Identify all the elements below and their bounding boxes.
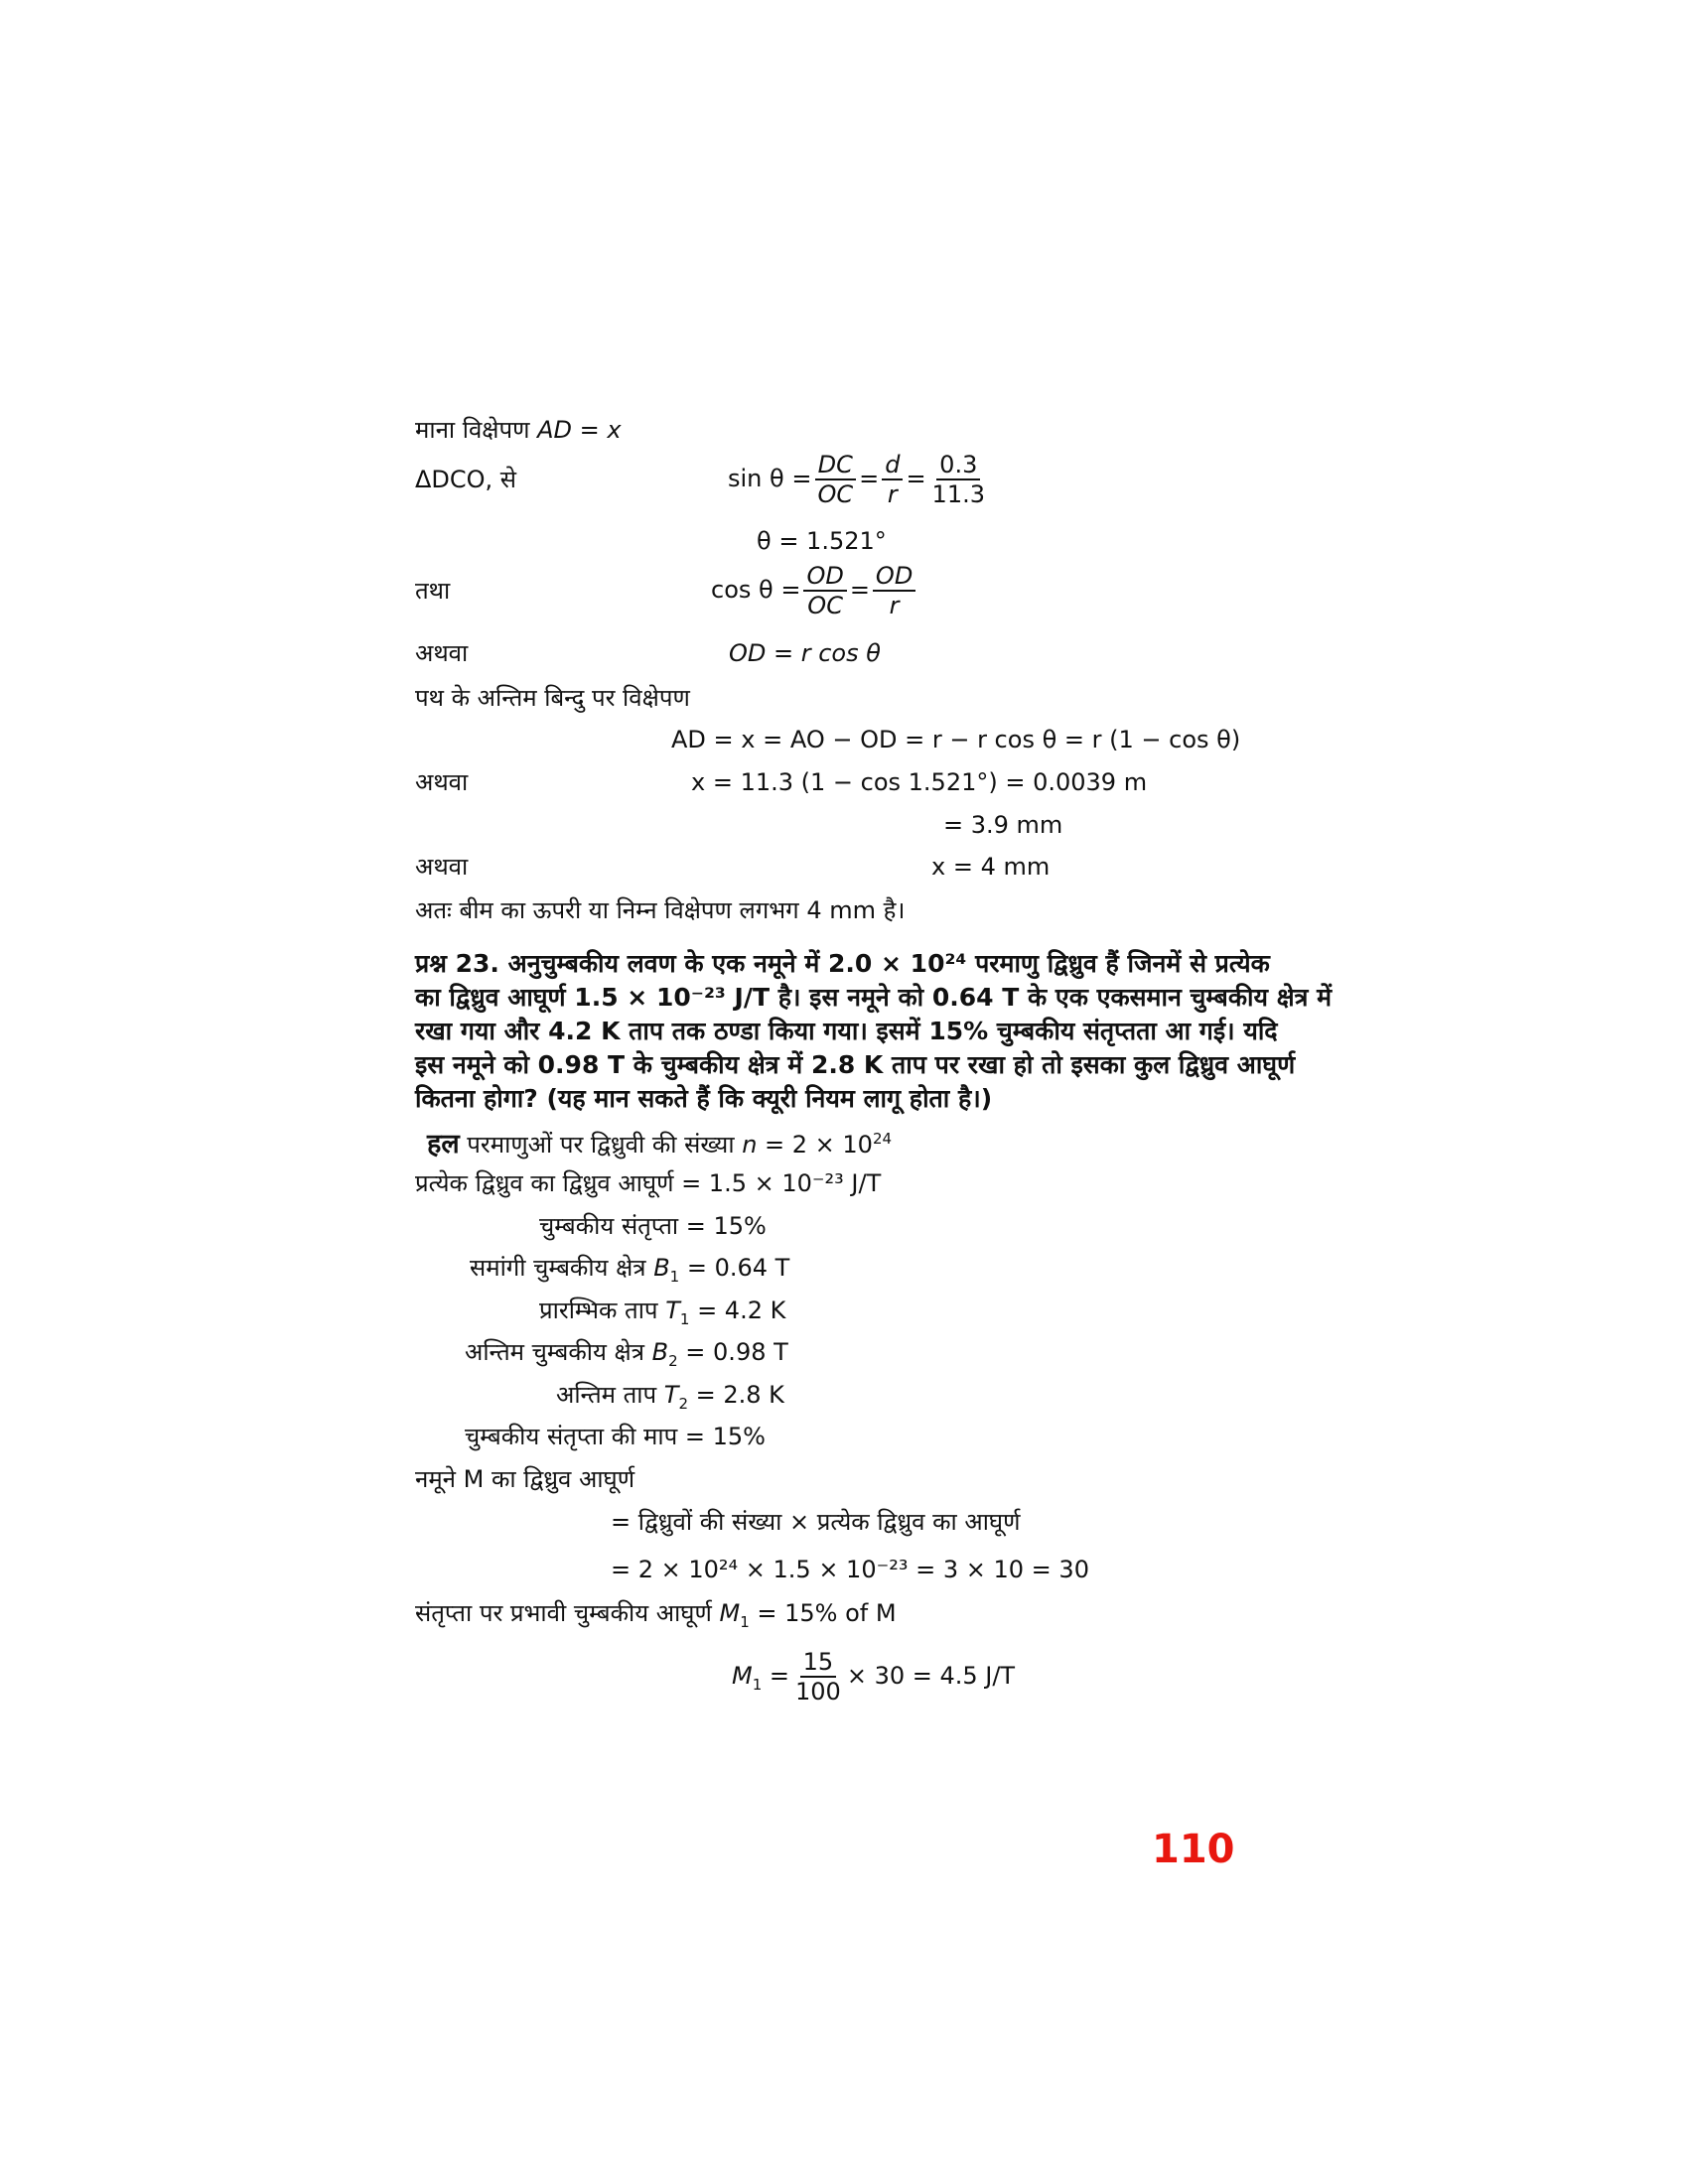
ad-eq: AD = x [537,416,622,444]
field-label: समांगी चुम्बकीय क्षेत्र [470,1254,646,1282]
solution-line-9: नमूने M का द्विध्रुव आघूर्ण [415,1465,635,1493]
solution-line-12: संतृप्ता पर प्रभावी चुम्बकीय आघूर्ण $M_1 = 15\%$ of M [415,1599,897,1631]
x-final-eq: x = 4 mm [931,853,1051,881]
solution-line-3: चुम्बकीय संतृप्ता = 15% [539,1212,767,1240]
solution-line-1: हल परमाणुओं पर द्विध्रुवी की संख्या $n = 2 \times 10^{24}$ [427,1129,893,1160]
solution-heading: हल [427,1129,460,1160]
line-assume-deflection [415,415,622,445]
solution-line-2: प्रत्येक द्विध्रुव का द्विध्रुव आघूर्ण = 1.5 × 10⁻²³ J/T [415,1169,882,1197]
solution-line-8: चुम्बकीय संतृप्ता की माप = 15% [465,1423,766,1450]
effective-moment-label: संतृप्ता पर प्रभावी चुम्बकीय आघूर्ण [415,1599,712,1627]
assume-text: माना विक्षेपण [415,416,530,444]
line-triangle: ΔDCO, से [415,466,517,493]
final-field-label: अन्तिम चुम्बकीय क्षेत्र [465,1338,645,1366]
dipole-count-label: परमाणुओं पर द्विध्रुवी की संख्या [467,1131,735,1159]
solution-line-4: समांगी चुम्बकीय क्षेत्र $B_1 = 0.64$ T [470,1254,790,1286]
question-23 [415,947,1333,1116]
m1-final-eq: $M_1$ = $\frac{15}{100}$ × 30 = 4.5 J/T [732,1648,1016,1706]
m1-result: × 30 = 4.5 J/T [846,1662,1016,1690]
line-athva-3: अथवा [415,853,469,881]
theta-eq: θ = 1.521° [757,527,887,555]
solution-line-7: अन्तिम ताप $T_2 = 2.8$ K [556,1381,784,1413]
line-athva-1: अथवा [415,639,469,667]
question-line: का द्विध्रुव आघूर्ण 1.5 × 10⁻²³ J/T है। इस नमूने को 0.64 T के एक एकसमान चुम्बकीय क्षेत्र में [415,983,1333,1012]
question-line: रखा गया और 4.2 K ताप तक ठण्डा किया गया। इसमें 15% चुम्बकीय संतृप्तता आ गई। यदि [415,1017,1278,1045]
ad-full-eq: AD = x = AO − OD = r − r cos θ = r (1 − cos θ) [671,726,1241,753]
question-line: प्रश्न 23. अनुचुम्बकीय लवण के एक नमूने में 2.0 × 10²⁴ परमाणु द्विध्रुव हैं जिनमें से प्रत्येक [415,949,1270,978]
od-eq: OD = r cos θ [729,639,881,667]
line-endpoint: पथ के अन्तिम बिन्दु पर विक्षेपण [415,684,690,712]
page-number: 110 [1152,1827,1235,1872]
temp-label: प्रारम्भिक ताप [539,1297,658,1324]
x-mm-eq: = 3.9 mm [943,811,1063,839]
solution-line-6: अन्तिम चुम्बकीय क्षेत्र $B_2 = 0.98$ T [465,1338,788,1370]
conclusion: अतः बीम का ऊपरी या निम्न विक्षेपण लगभग 4 mm है। [415,896,906,924]
final-temp-label: अन्तिम ताप [556,1381,657,1409]
question-line: कितना होगा? (यह मान सकते हैं कि क्यूरी नियम लागू होता है।) [415,1084,993,1113]
line-tatha: तथा [415,577,451,605]
effective-moment-value: = 15% of M [757,1599,897,1627]
question-line: इस नमूने को 0.98 T के चुम्बकीय क्षेत्र में 2.8 K ताप पर रखा हो तो इसका कुल द्विध्रुव आघूर्ण [415,1050,1296,1079]
sin-theta-eq: sin θ = $\frac{DC}{OC}$ = $\frac{d}{r}$ = $\frac{0.3}{11.3}$ [728,451,985,508]
solution-line-5: प्रारम्भिक ताप $T_1 = 4.2$ K [539,1297,786,1328]
cos-theta-eq: cos θ = $\frac{OD}{OC}$ = $\frac{OD}{r}$ [711,562,918,619]
solution-line-11: = 2 × 10²⁴ × 1.5 × 10⁻²³ = 3 × 10 = 30 [611,1556,1089,1583]
line-athva-2: अथवा [415,768,469,796]
x-calc-eq: x = 11.3 (1 − cos 1.521°) = 0.0039 m [691,768,1148,796]
solution-line-10: = द्विध्रुवों की संख्या × प्रत्येक द्विध्रुव का आघूर्ण [611,1508,1021,1536]
